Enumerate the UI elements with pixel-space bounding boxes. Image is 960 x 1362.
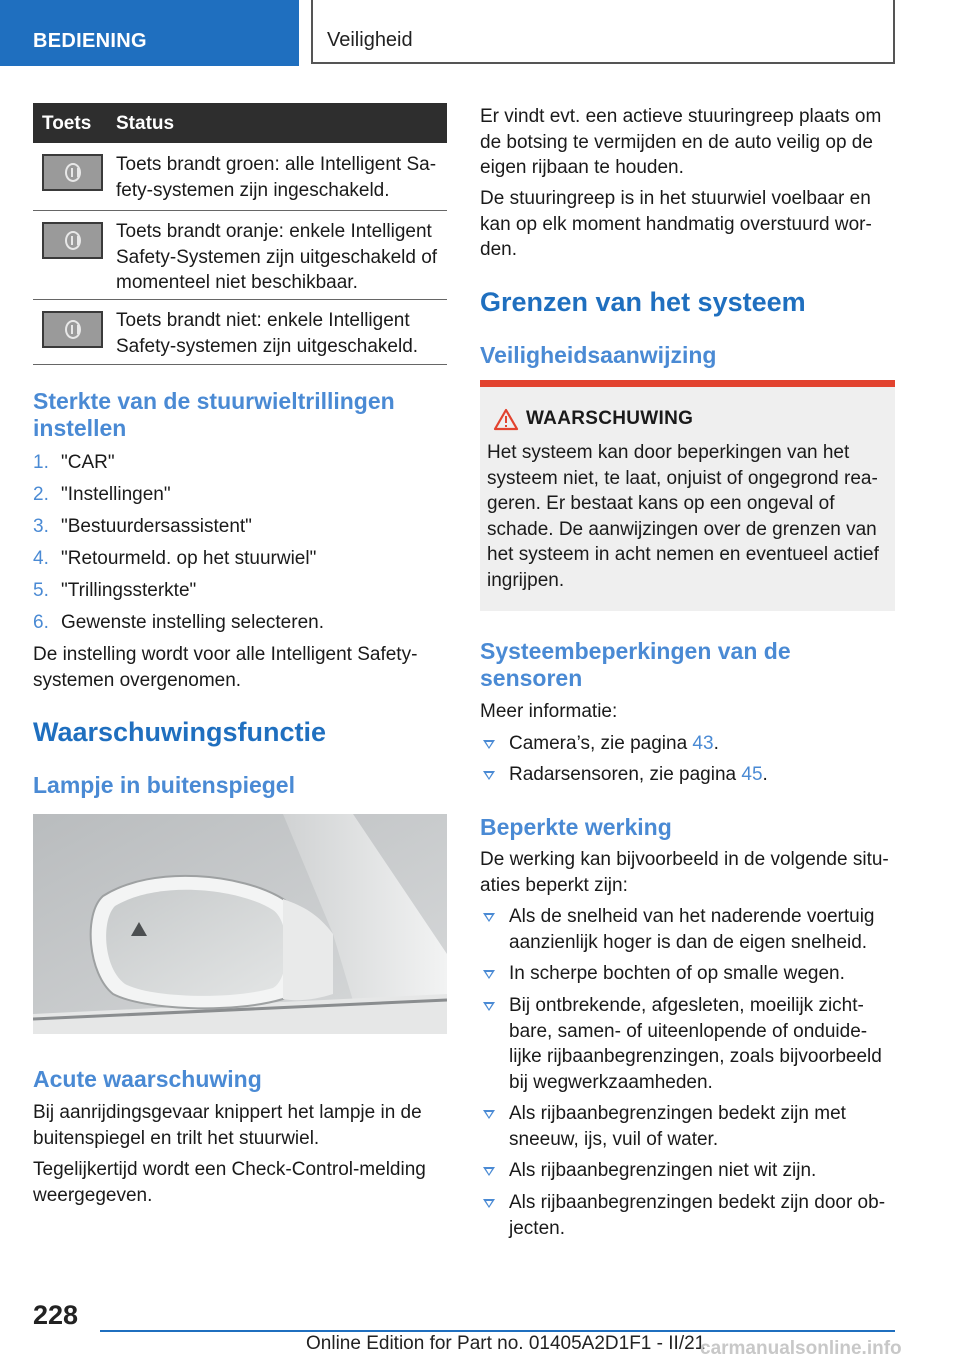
text-line: Bij ontbrekende, afgesleten, moeilijk zicht- bbox=[509, 995, 864, 1016]
side-mirror-icon bbox=[33, 814, 447, 1034]
heading-line: sensoren bbox=[480, 665, 583, 691]
step-text: "Bestuurdersassistent" bbox=[61, 516, 252, 537]
heading-line: Systeembeperkingen van de bbox=[480, 638, 791, 664]
section-tab[interactable]: BEDIENING bbox=[0, 0, 299, 66]
text-line: eigen rijbaan te houden. bbox=[480, 157, 684, 178]
text-line: ingrijpen. bbox=[487, 569, 565, 591]
warning-text bbox=[487, 440, 889, 593]
warning-bar bbox=[480, 380, 895, 387]
table-row bbox=[33, 211, 447, 300]
sensor-limits-heading bbox=[480, 638, 895, 692]
text-line: Er vindt evt. een actieve stuuringreep plaats om bbox=[480, 106, 882, 127]
row-text-line: Toets brandt oranje: enkele Intelligent bbox=[116, 221, 432, 242]
step-text: "CAR" bbox=[61, 452, 115, 473]
list-item bbox=[509, 904, 895, 955]
text-line: lijke rijbaanbegrenzingen, zoals bijvoorbeeld bbox=[509, 1046, 882, 1067]
list-item bbox=[509, 1101, 895, 1152]
safety-button-icon bbox=[42, 222, 103, 259]
safety-button-icon bbox=[42, 154, 103, 191]
text-line: weergegeven. bbox=[33, 1184, 153, 1206]
bullet-icon bbox=[483, 740, 495, 749]
text-line: In scherpe bochten of op smalle wegen. bbox=[509, 963, 845, 984]
text-line: de botsing te vermijden en de auto veilig op de bbox=[480, 131, 873, 153]
safety-note-heading: Veiligheidsaanwijzing bbox=[480, 342, 717, 368]
ref-end: . bbox=[713, 733, 719, 754]
step-number: 2. bbox=[33, 484, 49, 505]
row-text-line: Toets brandt niet: enkele Intelligent bbox=[116, 310, 410, 331]
vibration-note bbox=[33, 642, 447, 693]
limited-function-heading: Beperkte werking bbox=[480, 814, 672, 840]
camera-reference bbox=[509, 731, 719, 757]
table-row bbox=[33, 300, 447, 365]
text-line: het systeem in acht nemen en eventueel actief bbox=[487, 544, 879, 565]
step-text: "Instellingen" bbox=[61, 484, 171, 505]
text-line: bare, samen- of uiteenlopende of onduide- bbox=[509, 1020, 868, 1042]
step-text: Gewenste instelling selecteren. bbox=[61, 612, 324, 633]
ref-end: . bbox=[762, 764, 768, 785]
list-item bbox=[509, 1158, 895, 1184]
side-mirror-illustration bbox=[33, 814, 447, 1034]
footer-rule bbox=[100, 1330, 895, 1332]
text-line: systemen overgenomen. bbox=[33, 669, 242, 691]
text-line: bij wegwerkzaamheden. bbox=[509, 1071, 713, 1093]
bullet-icon bbox=[483, 771, 495, 780]
watermark: carmanualsonline.info bbox=[700, 1338, 902, 1359]
table-header-status: Status bbox=[116, 113, 175, 134]
step-text: "Trillingssterkte" bbox=[61, 580, 197, 601]
table-header bbox=[33, 103, 447, 143]
bullet-icon bbox=[483, 913, 495, 922]
bullet-icon bbox=[483, 1199, 495, 1208]
intervention-paragraph bbox=[480, 104, 895, 181]
step-number: 4. bbox=[33, 548, 49, 569]
system-limits-heading: Grenzen van het systeem bbox=[480, 287, 806, 317]
ref-text: Radarsensoren, zie pagina bbox=[509, 764, 742, 785]
safety-button-icon bbox=[42, 311, 103, 348]
heading-line: instellen bbox=[33, 415, 127, 441]
row-text-line: Safety-systemen zijn uitgeschakeld. bbox=[116, 335, 419, 357]
step-number: 6. bbox=[33, 612, 49, 633]
acute-warning-heading: Acute waarschuwing bbox=[33, 1066, 262, 1092]
text-line: Als rijbaanbegrenzingen bedekt zijn door ob- bbox=[509, 1192, 886, 1213]
radar-reference bbox=[509, 762, 768, 788]
text-line: De werking kan bijvoorbeeld in de volgende situ- bbox=[480, 849, 889, 870]
text-line: buitenspiegel en trilt het stuurwiel. bbox=[33, 1127, 320, 1149]
step-text: "Retourmeld. op het stuurwiel" bbox=[61, 548, 317, 569]
text-line: Tegelijkertijd wordt een Check-Control-melding bbox=[33, 1159, 426, 1180]
bullet-icon bbox=[483, 1110, 495, 1119]
page-number: 228 bbox=[33, 1300, 79, 1330]
text-line: geren. Er bestaat kans op een ongeval of bbox=[487, 493, 835, 514]
mirror-lamp-heading: Lampje in buitenspiegel bbox=[33, 772, 295, 798]
step-number: 3. bbox=[33, 516, 49, 537]
text-line: kan op elk moment handmatig overstuurd wor- bbox=[480, 213, 872, 235]
list-item bbox=[509, 993, 895, 1095]
step-number: 1. bbox=[33, 452, 49, 473]
warning-box bbox=[480, 380, 895, 611]
bullet-icon bbox=[483, 970, 495, 979]
list-item bbox=[509, 1190, 895, 1241]
warning-title: WAARSCHUWING bbox=[526, 408, 694, 429]
list-item bbox=[509, 961, 895, 987]
chapter-title: Veiligheid bbox=[311, 0, 895, 64]
row-text-line: Toets brandt groen: alle Intelligent Sa- bbox=[116, 154, 437, 175]
text-line: De instelling wordt voor alle Intelligent Safety- bbox=[33, 644, 418, 665]
table-row bbox=[33, 143, 447, 211]
warning-function-heading: Waarschuwingsfunctie bbox=[33, 717, 327, 747]
text-line: Bij aanrijdingsgevaar knippert het lampje in de bbox=[33, 1102, 422, 1123]
row-text-line: fety-systemen zijn ingeschakeld. bbox=[116, 179, 390, 201]
limited-intro bbox=[480, 847, 895, 898]
vibration-heading bbox=[33, 388, 447, 442]
warning-triangle-icon bbox=[493, 408, 519, 431]
table-header-button: Toets bbox=[42, 113, 92, 134]
acute-paragraph-1 bbox=[33, 1100, 447, 1151]
text-line: systeem niet, te laat, onjuist of ongegrond rea- bbox=[487, 467, 878, 489]
text-line: Als de snelheid van het naderende voertuig bbox=[509, 906, 875, 927]
text-line: schade. De aanwijzingen over de grenzen van bbox=[487, 518, 877, 540]
row-text-line: Safety-Systemen zijn uitgeschakeld of bbox=[116, 246, 438, 268]
row-text-line: momenteel niet beschikbaar. bbox=[116, 272, 358, 293]
edition-text: Online Edition for Part no. 01405A2D1F1 - II/21 bbox=[306, 1333, 706, 1354]
bullet-icon bbox=[483, 1167, 495, 1176]
steering-paragraph bbox=[480, 186, 895, 263]
ref-text: Camera’s, zie pagina bbox=[509, 733, 693, 754]
bullet-icon bbox=[483, 1002, 495, 1011]
camera-page-link[interactable]: 43 bbox=[692, 733, 714, 754]
page-header bbox=[0, 0, 960, 66]
more-info-label: Meer informatie: bbox=[480, 701, 618, 722]
text-line: De stuuringreep is in het stuurwiel voelbaar en bbox=[480, 188, 871, 209]
text-line: aties beperkt zijn: bbox=[480, 874, 628, 896]
text-line: Als rijbaanbegrenzingen bedekt zijn met bbox=[509, 1103, 846, 1124]
text-line: jecten. bbox=[509, 1217, 565, 1239]
text-line: Als rijbaanbegrenzingen niet wit zijn. bbox=[509, 1160, 817, 1181]
button-status-table bbox=[33, 103, 447, 365]
text-line: Het systeem kan door beperkingen van het bbox=[487, 442, 850, 463]
text-line: den. bbox=[480, 239, 517, 260]
heading-line: Sterkte van de stuurwieltrillingen bbox=[33, 388, 395, 414]
radar-page-link[interactable]: 45 bbox=[741, 764, 763, 785]
step-number: 5. bbox=[33, 580, 49, 601]
acute-paragraph-2 bbox=[33, 1157, 447, 1208]
text-line: sneeuw, ijs, vuil of water. bbox=[509, 1128, 719, 1150]
text-line: aanzienlijk hoger is dan de eigen snelheid. bbox=[509, 931, 868, 953]
